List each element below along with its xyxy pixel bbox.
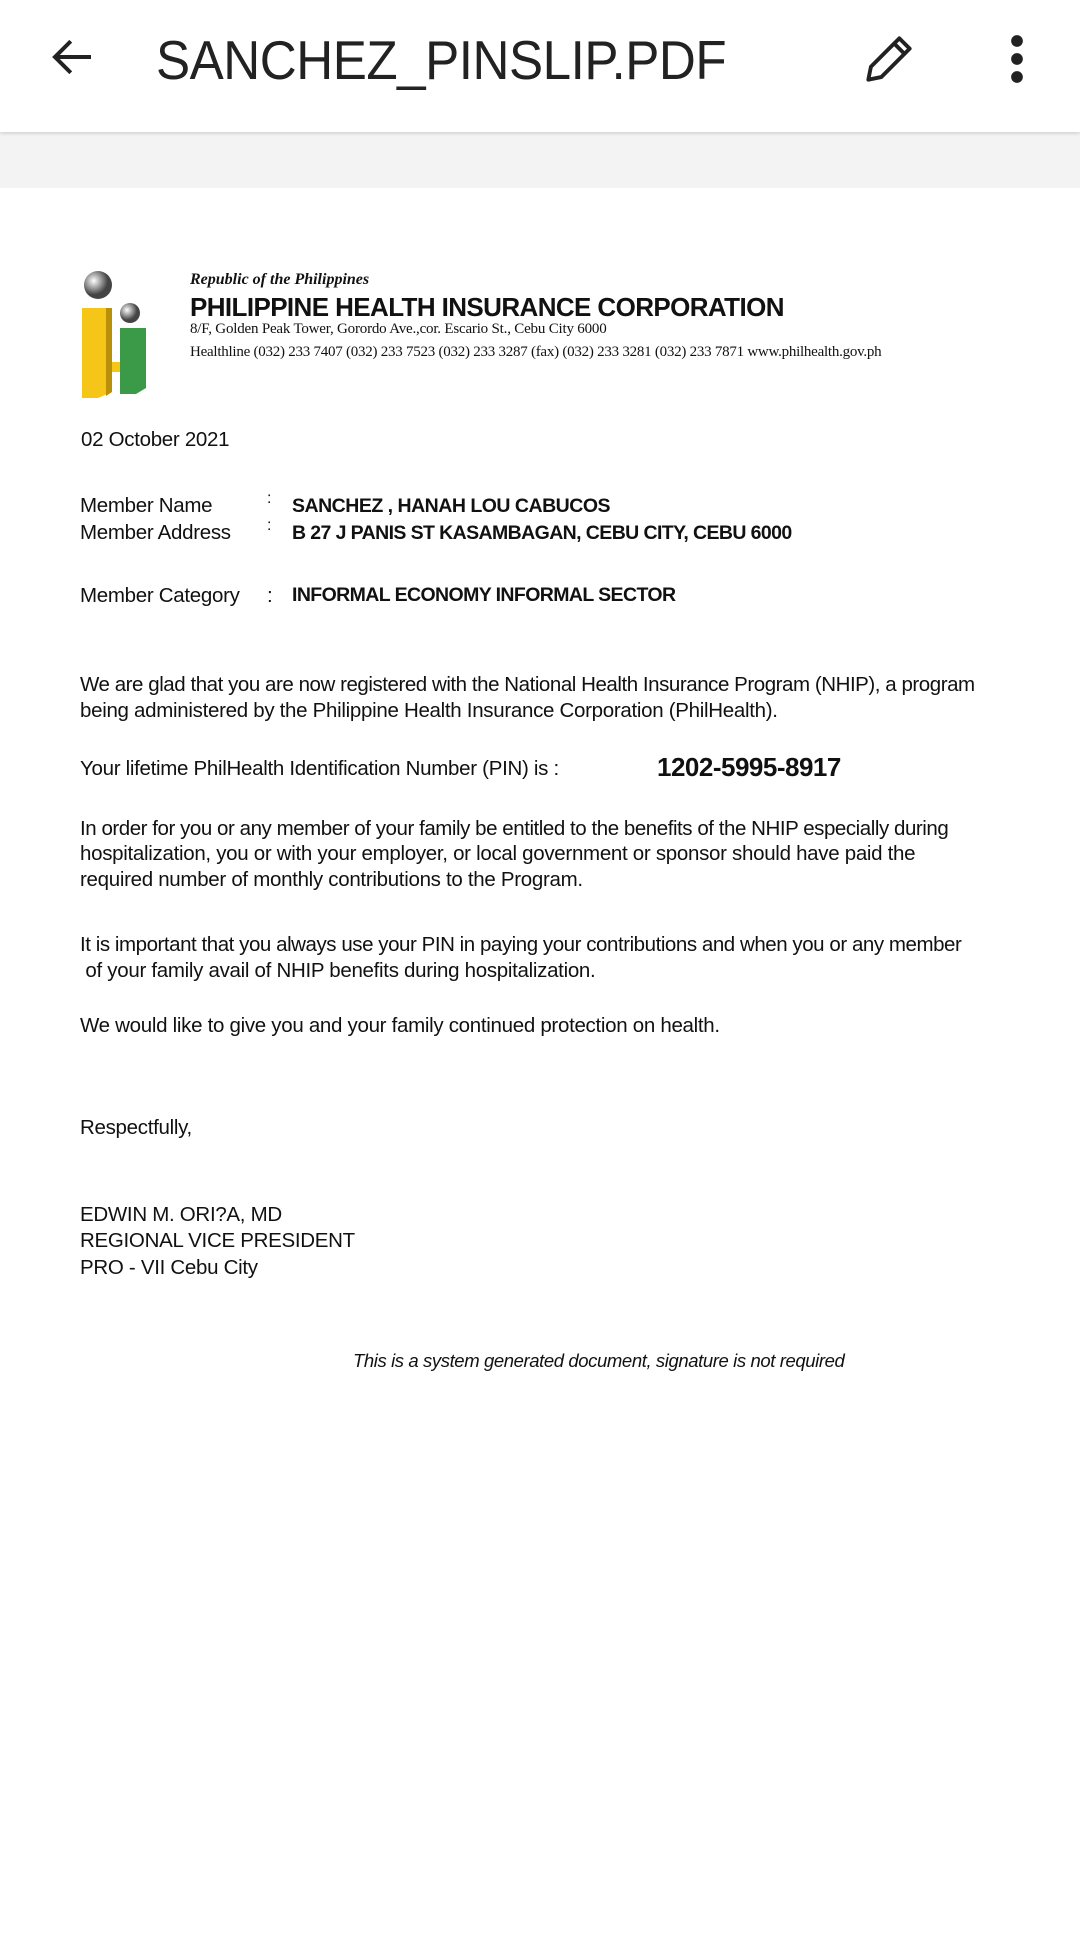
member-category-label: Member Category xyxy=(80,584,240,607)
footer-note: This is a system generated document, signature is not required xyxy=(353,1350,845,1371)
pin-label: Your lifetime PhilHealth Identification Number (PIN) is : xyxy=(80,757,559,780)
member-address-label: Member Address xyxy=(80,521,231,544)
colon: : xyxy=(267,490,272,507)
signatory-title: REGIONAL VICE PRESIDENT xyxy=(80,1229,355,1252)
paragraph-line: required number of monthly contributions to the Program. xyxy=(80,868,583,891)
org-contact: Healthline (032) 233 7407 (032) 233 7523 (032) 233 3287 (fax) (032) 233 3281 (032) 233 7871 www.philhealth.gov.ph xyxy=(190,344,882,360)
document-title: SANCHEZ_PINSLIP.PDF xyxy=(156,29,727,91)
pdf-page xyxy=(0,188,1080,1945)
letter-date: 02 October 2021 xyxy=(81,428,230,451)
app-bar xyxy=(0,0,1080,132)
paragraph-line: We are glad that you are now registered with the National Health Insurance Program (NHIP), a program xyxy=(80,673,975,696)
paragraph-line: being administered by the Philippine Health Insurance Corporation (PhilHealth). xyxy=(80,699,778,722)
member-address: B 27 J PANIS ST KASAMBAGAN, CEBU CITY, CEBU 6000 xyxy=(292,522,792,544)
closing: Respectfully, xyxy=(80,1116,192,1139)
paragraph-line: of your family avail of NHIP benefits during hospitalization. xyxy=(80,959,596,982)
member-name: SANCHEZ , HANAH LOU CABUCOS xyxy=(292,495,610,517)
philhealth-logo xyxy=(78,270,150,398)
paragraph-line: hospitalization, you or with your employer, or local government or sponsor should have paid the xyxy=(80,842,916,865)
toolbar-spacer xyxy=(0,132,1080,188)
colon: : xyxy=(267,517,272,534)
colon: : xyxy=(267,584,273,607)
pin-number: 1202-5995-8917 xyxy=(657,752,841,782)
org-address: 8/F, Golden Peak Tower, Gorordo Ave.,cor. Escario St., Cebu City 6000 xyxy=(190,321,607,337)
paragraph-line: We would like to give you and your family continued protection on health. xyxy=(80,1014,720,1037)
more-vertical-icon[interactable] xyxy=(1000,32,1034,86)
signatory-name: EDWIN M. ORI?A, MD xyxy=(80,1203,282,1226)
republic-label: Republic of the Philippines xyxy=(190,271,370,288)
org-name: PHILIPPINE HEALTH INSURANCE CORPORATION xyxy=(190,292,784,322)
pencil-icon[interactable] xyxy=(858,28,920,90)
member-category: INFORMAL ECONOMY INFORMAL SECTOR xyxy=(292,584,676,606)
member-name-label: Member Name xyxy=(80,494,213,517)
signatory-office: PRO - VII Cebu City xyxy=(80,1256,258,1279)
paragraph-line: In order for you or any member of your family be entitled to the benefits of the NHIP especially during xyxy=(80,817,949,840)
arrow-left-icon[interactable] xyxy=(46,30,100,84)
paragraph-line: It is important that you always use your PIN in paying your contributions and when you or any member xyxy=(80,933,962,956)
